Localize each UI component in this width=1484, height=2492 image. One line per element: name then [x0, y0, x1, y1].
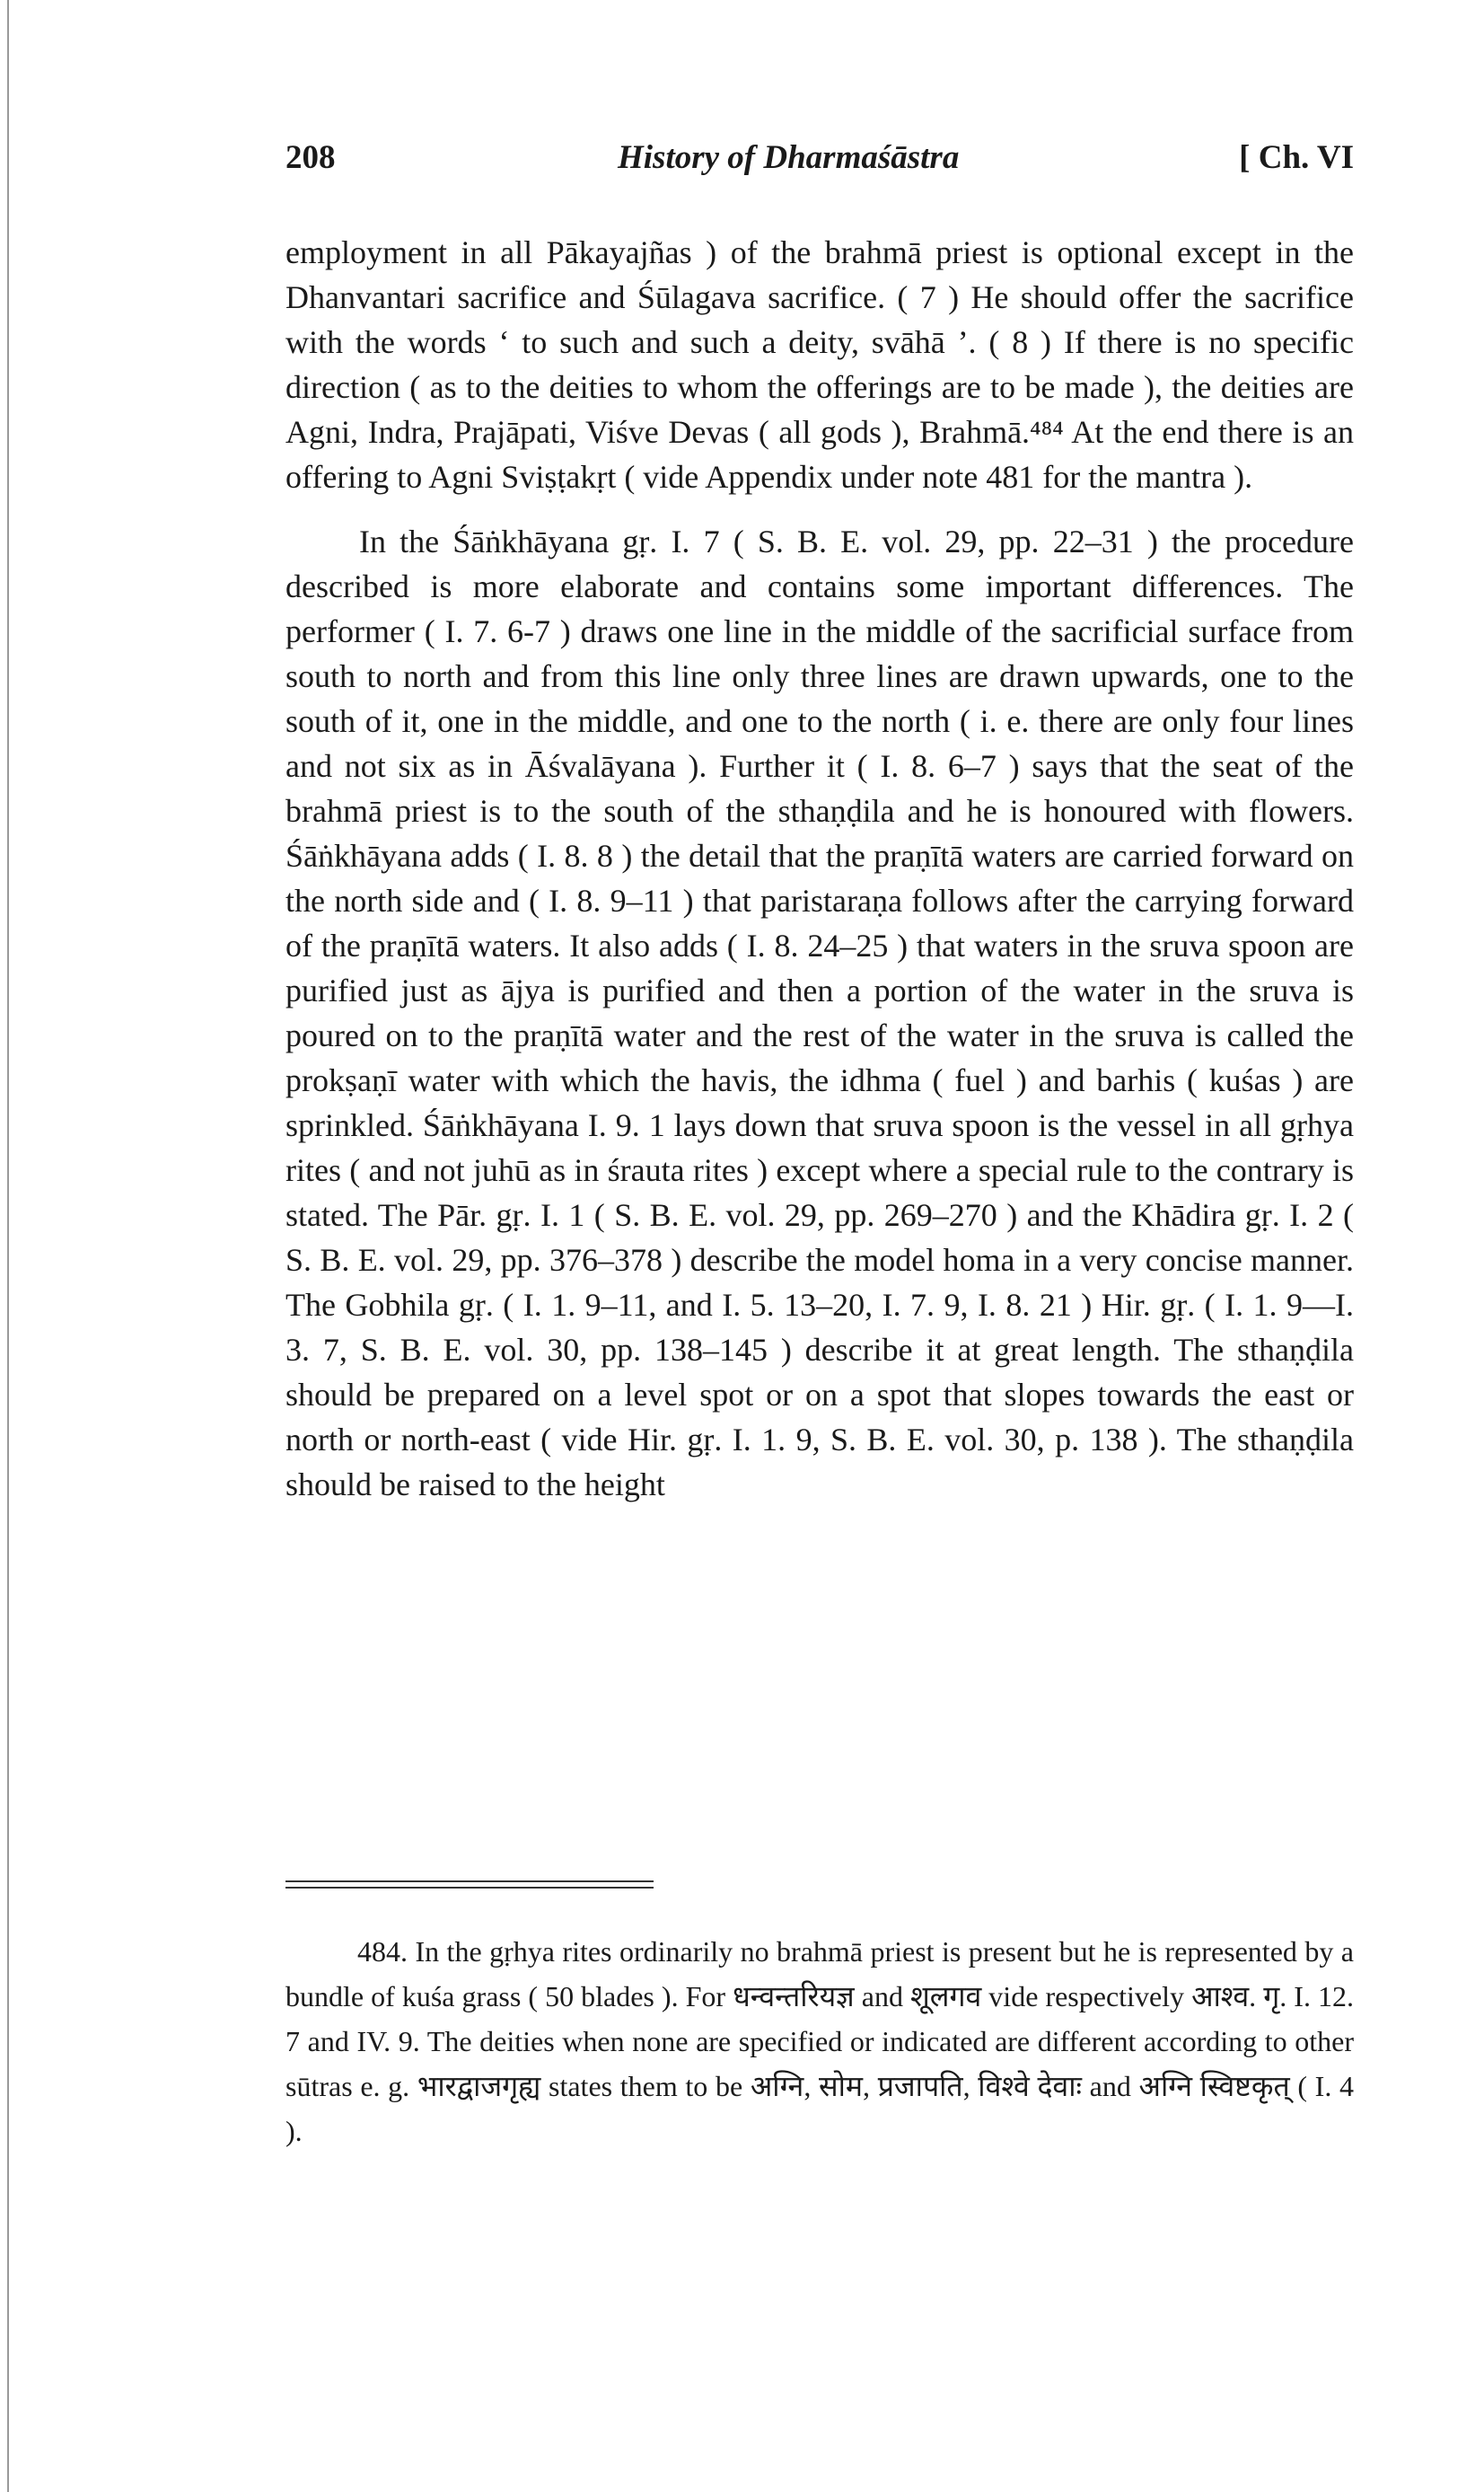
paragraph-sankhayana: In the Śāṅkhāyana gṛ. I. 7 ( S. B. E. vol. 29, pp. 22–31 ) the procedure described is more elaborate and contains some important differences. The performer ( I. 7. 6-7 ) draws one line in the middle of the sacrificial surface from south to north and from this line only three lines are drawn upwards, one to the south of it, one in the middle, and one to the north ( i. e. there are only four lines and not six as in Āśvalāyana ). Further it ( I. 8. 6–7 ) says that the seat of the brahmā priest is to the south of the sthaṇḍila and he is honoured with flowers. Śāṅkhāyana adds ( I. 8. 8 ) the detail that the praṇītā waters are carried forward on the north side and ( I. 8. 9–11 ) that paristaraṇa follows after the carrying forward of the praṇītā waters. It also adds ( I. 8. 24–25 ) that waters in the sruva spoon are purified just as ājya is purified and then a portion of the water in the sruva is poured on to the praṇītā water and the rest of the water in the sruva is called the prokṣaṇī water with which the havis, the idhma ( fuel ) and barhis ( kuśas ) are sprinkled. Śāṅkhāyana I. 9. 1 lays down that sruva spoon is the vessel in all gṛhya rites ( and not juhū as in śrauta rites ) except where a special rule to the contrary is stated. The Pār. gṛ. I. 1 ( S. B. E. vol. 29, pp. 269–270 ) and the Khādira gṛ. I. 2 ( S. B. E. vol. 29, pp. 376–378 ) describe the model homa in a very concise manner. The Gobhila gṛ. ( I. 1. 9–11, and I. 5. 13–20, I. 7. 9, I. 8. 21 ) Hir. gṛ. ( I. 1. 9—I. 3. 7, S. B. E. vol. 30, pp. 138–145 ) describe it at great length. The sthaṇḍila should be prepared on a level spot or on a spot that slopes towards the east or north or north-east ( vide Hir. gṛ. I. 1. 9, S. B. E. vol. 30, p. 138 ). The sthaṇḍila should be raised to the height — [285, 524, 1354, 1502]
scan-left-edge — [7, 0, 9, 2492]
paragraph-continued: employment in all Pākayajñas ) of the brahmā priest is optional except in the Dhanvantari sacrifice and Śūlagava sacrifice. ( 7 ) He should offer the sacrifice with the words ‘ to such and such a deity, svāhā ’. ( 8 ) If there is no specific direction ( as to the deities to whom the offerings are to be made ), the deities are Agni, Indra, Prajāpati, Viśve Devas ( all gods ), Brahmā.⁴⁸⁴ At the end there is an offering to Agni Sviṣṭakṛt ( vide Appendix under note 481 for the mantra ). — [285, 234, 1354, 495]
page-header — [285, 138, 1354, 183]
running-title: History of Dharmaśāstra — [618, 139, 960, 176]
main-text — [285, 230, 1354, 1507]
page-number: 208 — [285, 139, 336, 176]
chapter-label: [ Ch. VI — [1239, 139, 1354, 176]
footnote-text: 484. In the gṛhya rites ordinarily no brahmā priest is present but he is represented by a bundle of kuśa grass ( 50 blades ). For धन्वन्तरियज्ञ and शूलगव vide respectively आश्व. गृ. I. 12. 7 and IV. 9. The deities when none are specified or indicated are different according to other sūtras e. g. भारद्वाजगृह्य states them to be अग्नि, सोम, प्रजापति, विश्वे देवाः and अग्नि स्विष्टकृत् ( I. 4 ). — [285, 1935, 1354, 2147]
footnote-484 — [285, 1929, 1354, 2153]
footnote-separator — [285, 1880, 654, 1889]
